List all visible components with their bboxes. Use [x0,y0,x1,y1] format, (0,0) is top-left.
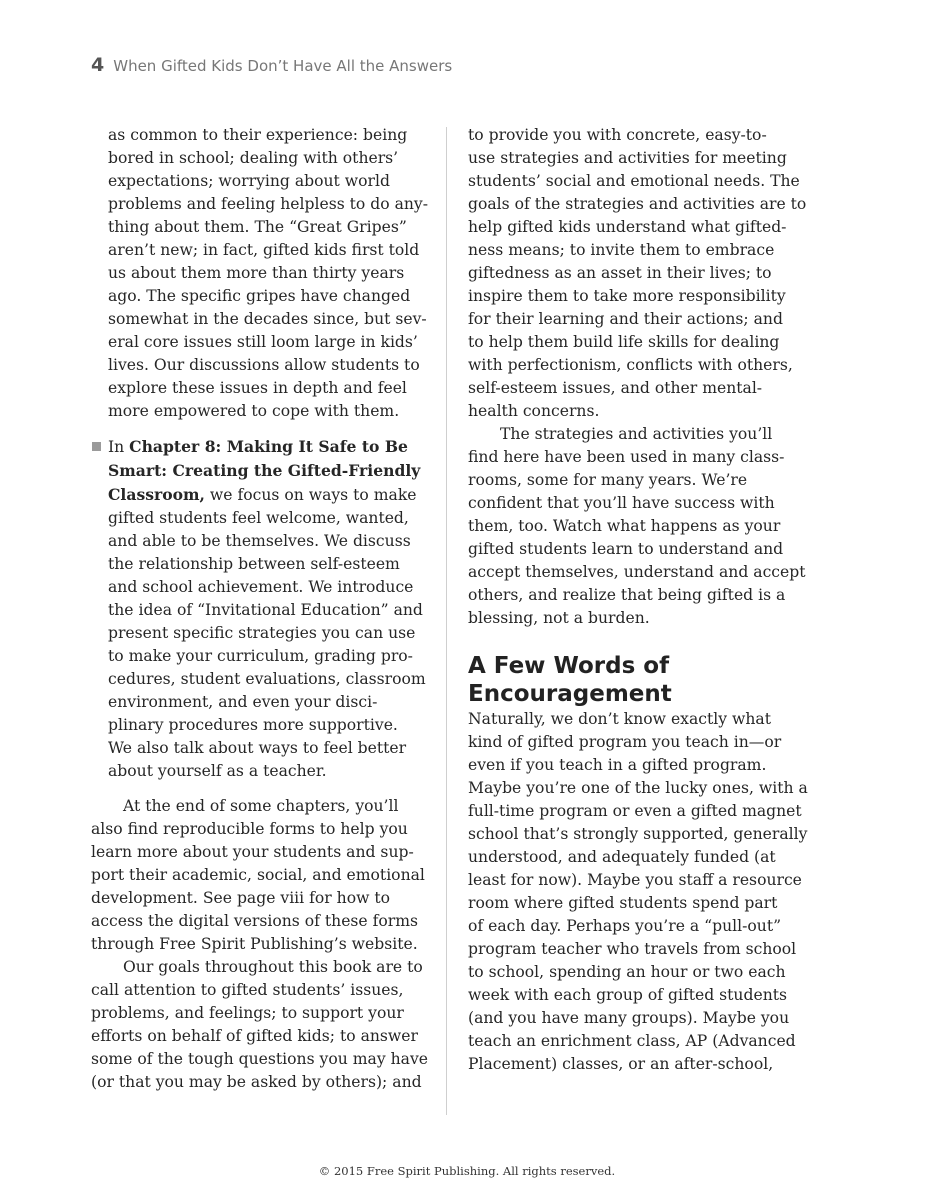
text-line: kind of gifted program you teach in—or [468,733,782,751]
encouragement-paragraph [468,708,813,1076]
text-line: to help them build life skills for dealing [468,333,780,351]
heading-line: A Few Words of [468,653,670,679]
text-line: port their academic, social, and emotional [91,866,425,884]
heading-line: Encouragement [468,681,672,707]
text-line: learn more about your students and sup- [91,843,414,861]
text-line: Placement) classes, or an after-school, [468,1055,774,1073]
text-line: aren’t new; in fact, gifted kids first told [108,241,420,259]
text-line: some of the tough questions you may have [91,1050,428,1068]
text-line: cedures, student evaluations, classroom [108,670,426,688]
text-line: school that’s strongly supported, generally [468,825,808,843]
text-line: room where gifted students spend part [468,894,778,912]
book-title: When Gifted Kids Don’t Have All the Answers [113,57,453,75]
text-line: inspire them to take more responsibility [468,287,786,305]
text-line: plinary procedures more supportive. [108,716,398,734]
text-line: gifted students learn to understand and [468,540,784,558]
text-line [108,459,433,483]
text-line: full-time program or even a gifted magnet [468,802,802,820]
text-line: Our goals throughout this book are to [123,958,423,976]
text-line: about yourself as a teacher. [108,762,327,780]
bullet-square-icon [92,442,101,451]
running-header [91,54,851,76]
chapter8-bullet [91,435,433,783]
right-column [468,124,813,1076]
text-line: with perfectionism, conflicts with others, [468,356,793,374]
text-line: least for now). Maybe you staff a resource [468,871,802,889]
text-line: thing about them. The “Great Gripes” [108,218,407,236]
text-line: to make your curriculum, grading pro- [108,647,413,665]
chapter-title-bold: Classroom, [108,485,205,504]
text-line: to school, spending an hour or two each [468,963,786,981]
text-line: also find reproducible forms to help you [91,820,408,838]
text-line: rooms, some for many years. We’re [468,471,748,489]
text-line: week with each group of gifted students [468,986,788,1004]
strategies-paragraph [468,423,813,630]
text-line: problems and feeling helpless to do any- [108,195,429,213]
text-line: understood, and adequately funded (at [468,848,776,866]
text-line: (and you have many groups). Maybe you [468,1009,790,1027]
text-line: health concerns. [468,402,600,420]
text-line: the idea of “Invitational Education” and [108,601,423,619]
bullet-continuation [91,124,433,423]
text-line: them, too. Watch what happens as your [468,517,781,535]
copyright-footer: © 2015 Free Spirit Publishing. All rights reserved. [318,1164,616,1178]
text-line: self-esteem issues, and other mental- [468,379,763,397]
text-line: environment, and even your disci- [108,693,378,711]
text-line: somewhat in the decades since, but sev- [108,310,427,328]
text-line: others, and realize that being gifted is a [468,586,786,604]
text-line: access the digital versions of these forms [91,912,419,930]
text-line: Maybe you’re one of the lucky ones, with a [468,779,808,797]
text-line: to provide you with concrete, easy-to- [468,126,767,144]
text-line: and able to be themselves. We discuss [108,532,411,550]
goals-continued-paragraph [468,124,813,423]
text-line [108,435,433,459]
text-line: the relationship between self-esteem [108,555,400,573]
text-line: through Free Spirit Publishing’s website. [91,935,418,953]
text-line: us about them more than thirty years [108,264,405,282]
text-line [108,483,433,507]
text-line: as common to their experience: being [108,126,408,144]
text-line: giftedness as an asset in their lives; to [468,264,772,282]
text-line: and school achievement. We introduce [108,578,414,596]
text-line: We also talk about ways to feel better [108,739,407,757]
text-line: eral core issues still loom large in kids’ [108,333,418,351]
text-line: The strategies and activities you’ll [500,425,773,443]
text-line: blessing, not a burden. [468,609,650,627]
bullet-text: we focus on ways to make [204,486,417,504]
text-line: teach an enrichment class, AP (Advanced [468,1032,796,1050]
text-line: of each day. Perhaps you’re a “pull-out” [468,917,782,935]
text-line: efforts on behalf of gifted kids; to answer [91,1027,418,1045]
text-line: help gifted kids understand what gifted- [468,218,787,236]
page-number: 4 [91,54,105,76]
text-line: Naturally, we don’t know exactly what [468,710,771,728]
text-line: students’ social and emotional needs. The [468,172,800,190]
section-heading [468,652,813,708]
text-line: confident that you’ll have success with [468,494,775,512]
text-line: even if you teach in a gifted program. [468,756,767,774]
chapter-title-bold: Smart: Creating the Gifted-Friendly [108,461,421,480]
text-line: At the end of some chapters, you’ll [123,797,399,815]
text-line: goals of the strategies and activities are to [468,195,807,213]
text-line: use strategies and activities for meeting [468,149,787,167]
goals-paragraph [91,956,433,1094]
forms-paragraph [91,795,433,956]
text-line: find here have been used in many class- [468,448,785,466]
column-divider [446,127,447,1115]
text-line: bored in school; dealing with others’ [108,149,399,167]
text-line: program teacher who travels from school [468,940,797,958]
text-line: development. See page viii for how to [91,889,391,907]
text-line: gifted students feel welcome, wanted, [108,509,409,527]
text-line: ago. The specific gripes have changed [108,287,411,305]
chapter-title-bold: Chapter 8: Making It Safe to Be [129,437,408,456]
text-line: call attention to gifted students’ issues, [91,981,404,999]
text-line: lives. Our discussions allow students to [108,356,420,374]
text-line: more empowered to cope with them. [108,402,400,420]
left-column [91,124,433,1094]
text-line: explore these issues in depth and feel [108,379,407,397]
text-line: present specific strategies you can use [108,624,416,642]
text-line: expectations; worrying about world [108,172,390,190]
text-line: ness means; to invite them to embrace [468,241,775,259]
text-line: (or that you may be asked by others); and [91,1073,422,1091]
text-line: problems, and feelings; to support your [91,1004,404,1022]
text-line: for their learning and their actions; and [468,310,783,328]
text-line: accept themselves, understand and accept [468,563,806,581]
bullet-prefix: In [108,438,130,456]
